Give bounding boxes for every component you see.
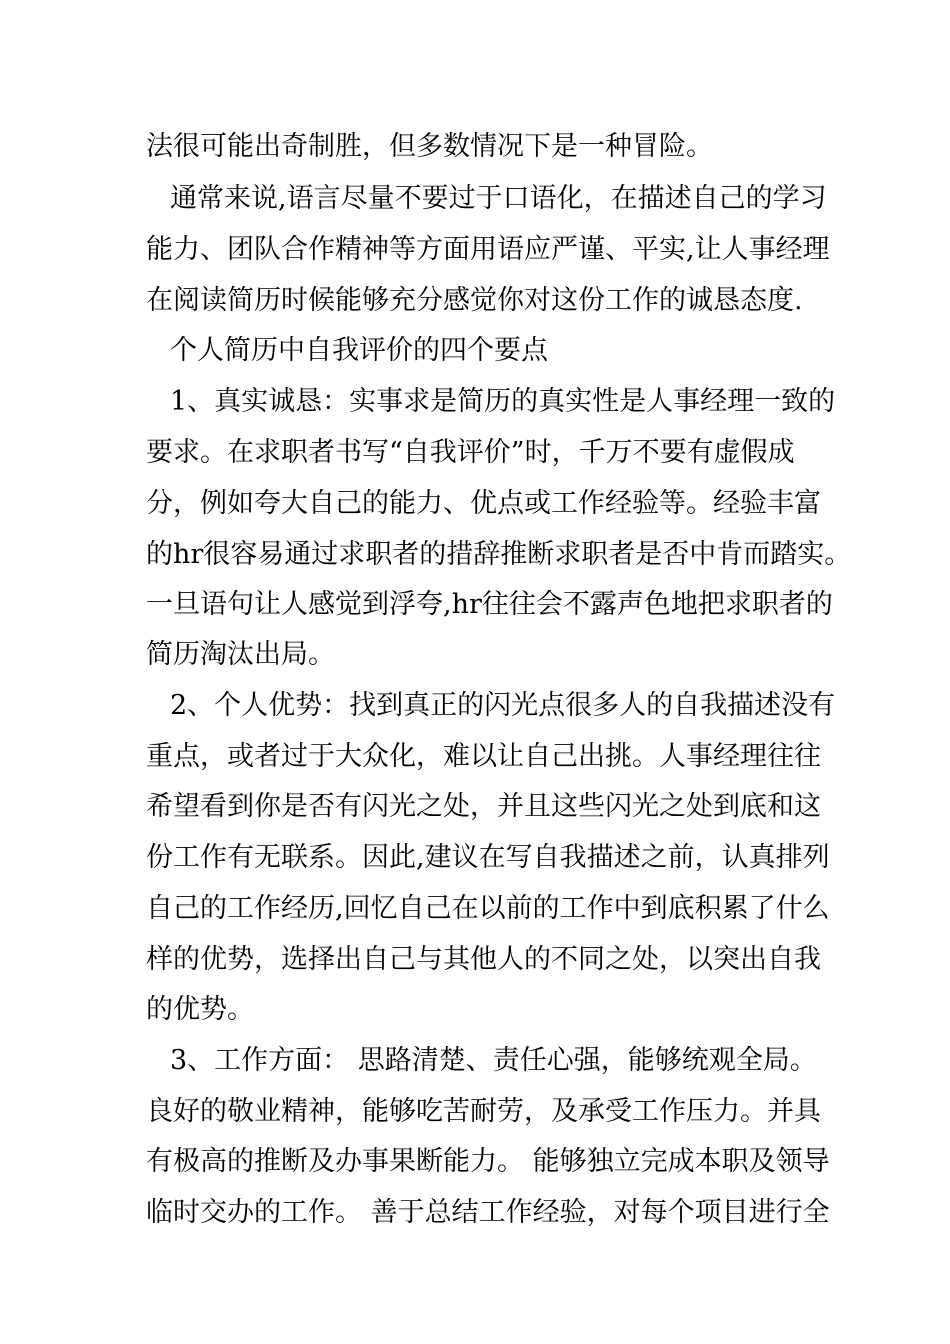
text-line: 重点，或者过于大众化，难以让自己出挑。人事经理往往	[146, 741, 821, 772]
text-line: 分，例如夸大自己的能力、优点或工作经验等。经验丰富	[146, 488, 821, 519]
text-line: 的hr很容易通过求职者的措辞推断求职者是否中肯而踏实。	[146, 539, 852, 570]
section-heading: 个人简历中自我评价的四个要点	[170, 335, 548, 366]
text-line: 临时交办的工作。 善于总结工作经验，对每个项目进行全	[146, 1197, 830, 1228]
text-line: 有极高的推断及办事果断能力。 能够独立完成本职及领导	[146, 1146, 830, 1177]
text-line: 自己的工作经历,回忆自己在以前的工作中到底积累了什么	[146, 893, 830, 924]
text-line: 法很可能出奇制胜，但多数情况下是一种冒险。	[146, 131, 713, 162]
text-line: 要求。在求职者书写“自我评价”时，千万不要有虚假成	[146, 437, 795, 468]
text-line: 希望看到你是否有闪光之处，并且这些闪光之处到底和这	[146, 791, 821, 822]
text-line: 一旦语句让人感觉到浮夸,hr往往会不露声色地把求职者的	[146, 589, 833, 620]
text-line: 样的优势，选择出自己与其他人的不同之处，以突出自我	[146, 944, 821, 975]
point-1-heading-line: 1、真实诚恳：实事求是简历的真实性是人事经理一致的	[170, 386, 836, 417]
text-line: 简历淘汰出局。	[146, 639, 335, 670]
text-line: 在阅读简历时候能够充分感觉你对这份工作的诚恳态度.	[146, 285, 803, 316]
paragraph-line: 通常来说,语言尽量不要过于口语化，在描述自己的学习	[170, 183, 827, 214]
text-line: 份工作有无联系。因此,建议在写自我描述之前，认真排列	[146, 842, 830, 873]
text-line: 能力、团队合作精神等方面用语应严谨、平实,让人事经理	[146, 234, 830, 265]
text-line: 的优势。	[146, 994, 254, 1025]
text-line: 良好的敬业精神，能够吃苦耐劳，及承受工作压力。并具	[146, 1096, 821, 1127]
point-3-heading-line: 3、工作方面： 思路清楚、责任心强，能够统观全局。	[170, 1045, 817, 1076]
point-2-heading-line: 2、个人优势：找到真正的闪光点很多人的自我描述没有	[170, 690, 836, 721]
